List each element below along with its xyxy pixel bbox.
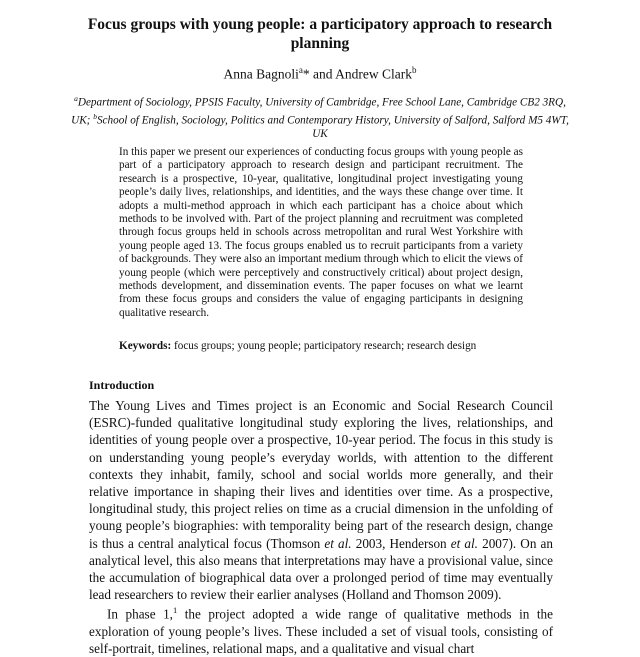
author-conjunction: and	[309, 66, 336, 82]
author-line	[60, 62, 580, 83]
body-paragraph	[89, 397, 553, 603]
affiliation-marker: a	[298, 65, 303, 75]
affiliations	[70, 92, 570, 142]
corresponding-author-mark: *	[302, 66, 310, 82]
paragraph-text: In phase 1,	[107, 606, 173, 622]
citation-etal: et al.	[324, 535, 352, 551]
paragraph-text: the project adopted a wide range of qualitative methods in the exploration of young people’s lives. These included a set of visual tools, consisting of self-portrait, timelines, relational maps, and a qualitative and visual chart	[89, 606, 553, 656]
affiliation-marker: a	[74, 94, 78, 103]
paragraph-text: 2007). On an analytical level, this also means that interpretations may have a provisional value, since the accumulation of biographical data over a prolonged period of time may eventually lead researchers to review their earlier analyses (Holland and Thomson 2009).	[89, 535, 553, 603]
author-name: Andrew Clark	[335, 66, 412, 82]
paragraph-text: 2003, Henderson	[351, 535, 451, 551]
abstract: In this paper we present our experiences of conducting focus groups with young people as part of a participatory approach to research design and participant recruitment. The research is a prospective, 10-year, qualitative, longitudinal project investigating young people’s daily lives, relationships, and identities, and the ways these change over time. It adopts a multi-method approach in which each participant has a choice about which methods to be involved with. Part of the project planning and recruitment was completed through focus groups held in schools across metropolitan and rural West Yorkshire with young people aged 13. The focus groups enabled us to recruit participants from a variety of backgrounds. They were also an important medium through which to elicit the views of young people (which were perceptively and constructively critical) about project design, methods development, and dissemination events. The paper focuses on what we learnt from these focus groups and considers the value of engaging participants in designing qualitative research.	[119, 146, 524, 319]
paper-title: Focus groups with young people: a participatory approach to research planning	[87, 16, 553, 52]
citation-etal: et al.	[450, 535, 478, 551]
affiliation-text: School of English, Sociology, Politics and Contemporary History, University of Salford, Salford M5 4WT, UK	[96, 114, 569, 141]
affiliation-marker: b	[93, 112, 97, 122]
keywords	[119, 340, 523, 353]
author-name: Anna Bagnoli	[223, 66, 299, 82]
affiliation-marker: b	[411, 65, 417, 75]
affiliation-text: Department of Sociology, PPSIS Faculty, University of Cambridge, Free School Lane, Cambridge CB2 3RQ, UK;	[71, 96, 566, 127]
paragraph-text: The Young Lives and Times project is an Economic and Social Research Council (ESRC)-funded qualitative longitudinal study exploring the lives, relationships, and identities of young people over a prospective, 10-year period. The focus in this study is on understanding young people’s everyday worlds, with attention to the different contexts they inhabit, family, school and social worlds more generally, and their relative importance in shaping their lives and identities over time. As a prospective, longitudinal study, this project relies on time as a crucial dimension in the unfolding of young people’s biographies: with temporality being part of the research design, change is thus a central analytical focus (Thomson	[89, 398, 553, 551]
keywords-label: Keywords:	[119, 340, 172, 352]
body-paragraph	[89, 602, 553, 657]
keywords-text: focus groups; young people; participatory research; research design	[171, 340, 477, 352]
section-heading: Introduction	[89, 378, 155, 392]
footnote-marker: 1	[172, 605, 178, 615]
